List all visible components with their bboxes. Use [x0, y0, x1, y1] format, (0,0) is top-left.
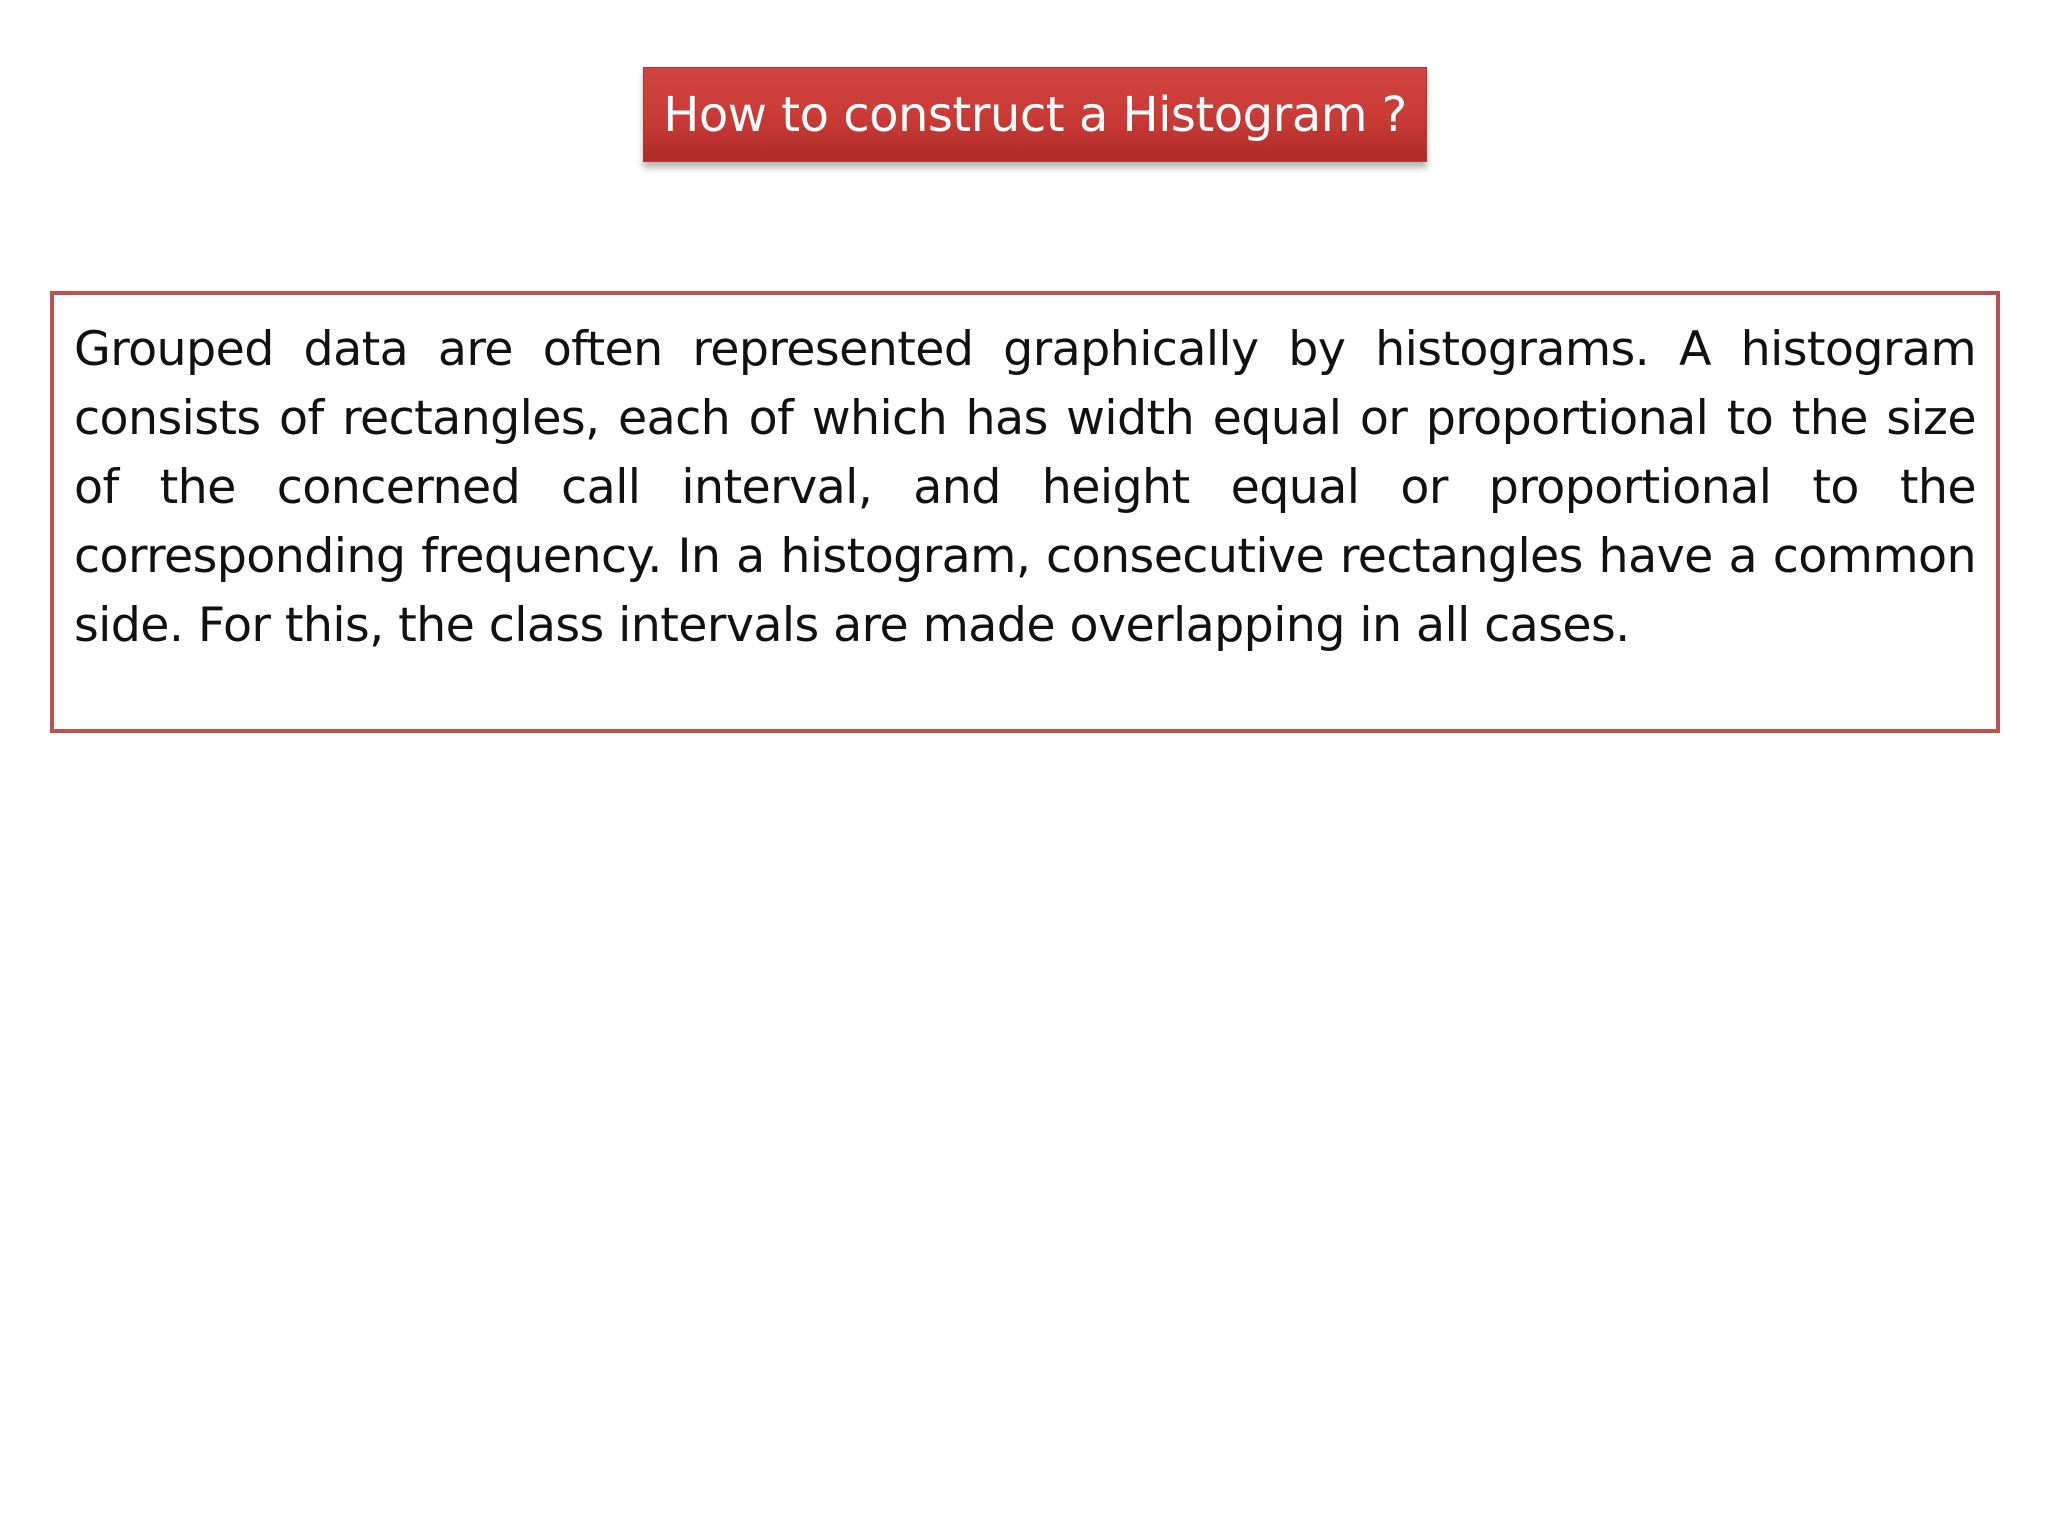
slide-title: How to construct a Histogram ? [663, 86, 1407, 143]
body-paragraph: Grouped data are often represented graphically by histograms. A histogram consists of rectangles, each of which has width equal or proportional to the size of the concerned call interval, and height equal or proportional to the corresponding frequency. In a histogram, consecutive rectangles have a common side. For this, the class intervals are made overlapping in all cases. [74, 322, 1976, 653]
title-banner [643, 67, 1427, 162]
content-box [50, 291, 2000, 733]
